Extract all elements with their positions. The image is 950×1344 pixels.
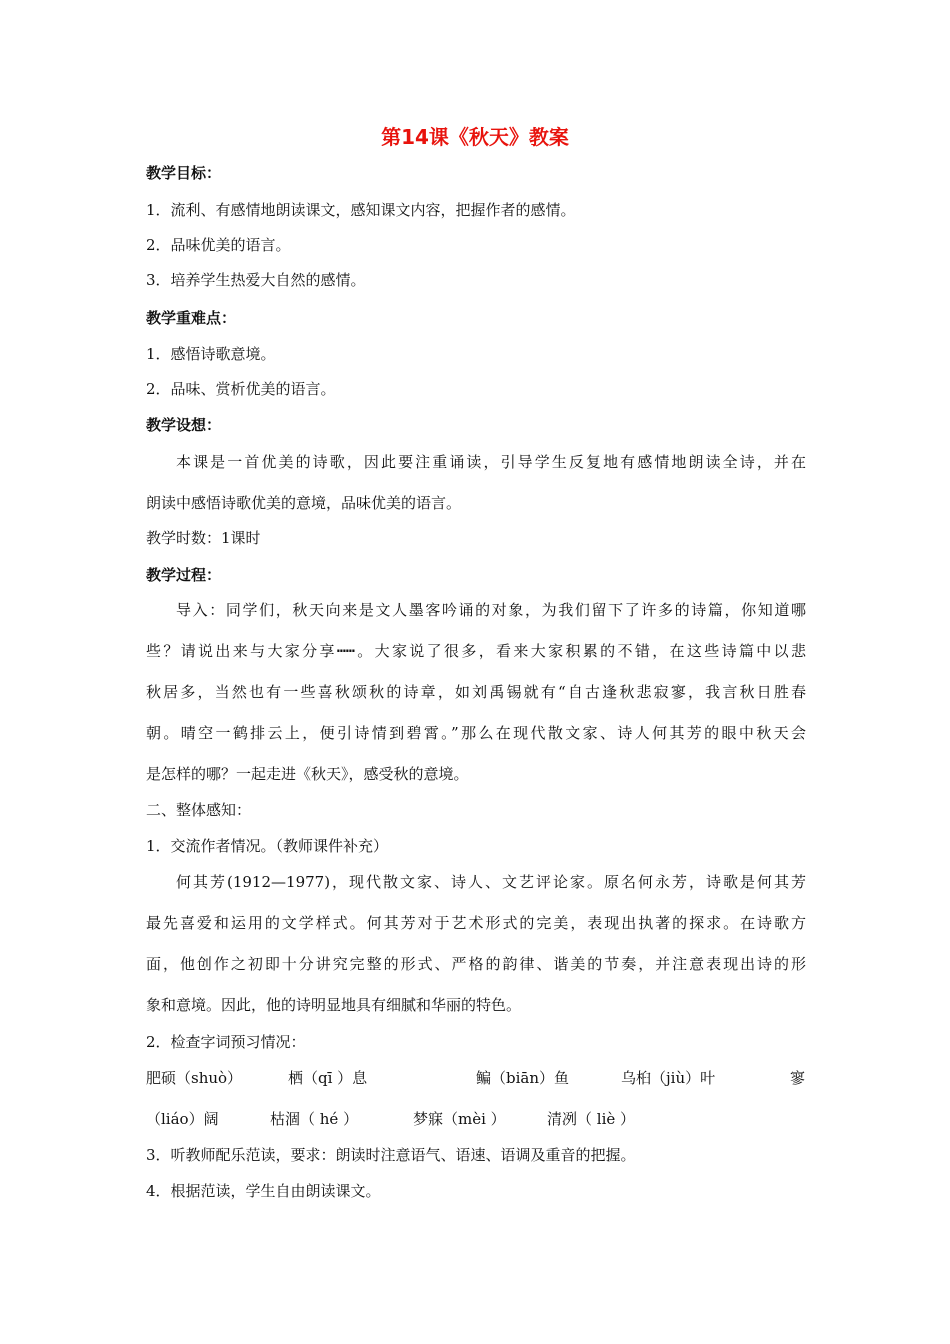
goals-heading: 教学目标： (146, 164, 222, 182)
intro-line: 是怎样的哪？一起走进《秋天》，感受秋的意境。 (146, 765, 469, 783)
goal-item: 1．流利、有感情地朗读课文，感知课文内容，把握作者的感情。 (146, 201, 576, 219)
step-read: 4．根据范读，学生自由朗读课文。 (146, 1182, 381, 1200)
step-vocab: 2．检查字词预习情况： (146, 1033, 306, 1051)
key-heading: 教学重难点： (146, 309, 237, 327)
goal-item: 2．品味优美的语言。 (146, 236, 291, 254)
intro-line: 些？请说出来与大家分享┅┅。大家说了很多，看来大家积累的不错，在这些诗篇中以悲 (146, 642, 806, 660)
author-line: 面，他创作之初即十分讲究完整的形式、严格的韵律、谐美的节奏，并注意表现出诗的形 (146, 955, 806, 973)
process-heading: 教学过程： (146, 566, 222, 584)
idea-paragraph-line: 本课是一首优美的诗歌，因此要注重诵读，引导学生反复地有感情地朗读全诗，并在 (176, 453, 806, 471)
intro-line: 秋居多，当然也有一些喜秋颂秋的诗章，如刘禹锡就有“自古逢秋悲寂寥，我言秋日胜春 (146, 683, 806, 701)
vocab-word: 乌桕（jiù）叶 (621, 1069, 716, 1087)
key-item: 1．感悟诗歌意境。 (146, 345, 276, 363)
idea-paragraph-line: 朗读中感悟诗歌优美的意境，品味优美的语言。 (146, 494, 462, 512)
author-line: 何其芳(1912—1977)，现代散文家、诗人、文艺评论家。原名何永芳，诗歌是何其芳 (176, 873, 806, 891)
vocab-word: （liáo）阔 (146, 1110, 219, 1128)
vocab-word: 枯涸（ hé ） (270, 1110, 359, 1128)
idea-heading: 教学设想： (146, 416, 222, 434)
vocab-word: 肥硕（shuò） (146, 1069, 243, 1087)
goal-item: 3．培养学生热爱大自然的感情。 (146, 271, 366, 289)
step-listen: 3．听教师配乐范读，要求：朗读时注意语气、语速、语调及重音的把握。 (146, 1146, 636, 1164)
document-title: 第14课《秋天》教案 (381, 125, 569, 149)
vocab-word: 寥 (790, 1069, 806, 1087)
author-line: 最先喜爱和运用的文学样式。何其芳对于艺术形式的完美，表现出执著的探求。在诗歌方 (146, 914, 806, 932)
vocab-word: 栖（qī ）息 (288, 1069, 368, 1087)
key-item: 2．品味、赏析优美的语言。 (146, 380, 336, 398)
intro-line: 导入：同学们，秋天向来是文人墨客吟诵的对象，为我们留下了许多的诗篇，你知道哪 (176, 601, 806, 619)
intro-line: 朝。晴空一鹤排云上，便引诗情到碧霄。”那么在现代散文家、诗人何其芳的眼中秋天会 (146, 724, 806, 742)
author-line: 象和意境。因此，他的诗明显地具有细腻和华丽的特色。 (146, 996, 522, 1014)
vocab-word: 鳊（biān）鱼 (476, 1069, 570, 1087)
class-hours: 教学时数：1课时 (146, 529, 261, 547)
vocab-word: 清冽（ liè ） (547, 1110, 636, 1128)
overall-heading: 二、整体感知： (146, 801, 252, 819)
step-author: 1．交流作者情况。（教师课件补充） (146, 837, 389, 855)
vocab-word: 梦寐（mèi ） (413, 1110, 506, 1128)
